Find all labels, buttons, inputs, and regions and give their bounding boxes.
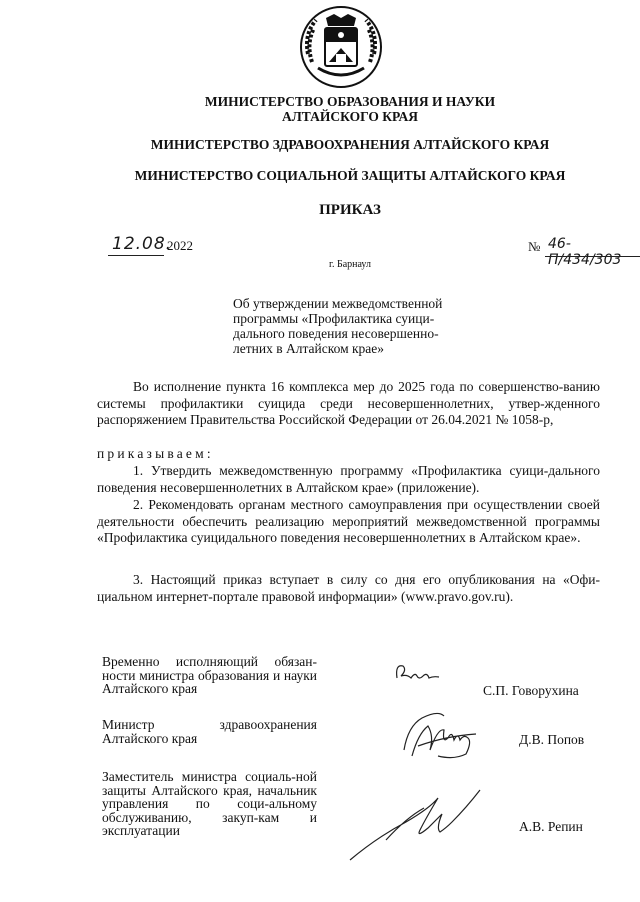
signatory-1-title: Временно исполняющий обязан-ности министра образования и науки Алтайского края <box>102 654 317 696</box>
signatory-2-name: Д.В. Попов <box>519 732 585 747</box>
ministry-education-heading: МИНИСТЕРСТВО ОБРАЗОВАНИЯ И НАУКИ АЛТАЙСКОГО КРАЯ <box>204 94 496 124</box>
signatory-2-title: Министр здравоохранения Алтайского края <box>102 717 317 746</box>
number-label: № <box>528 239 541 254</box>
date-handwritten: 12.08. <box>112 234 173 254</box>
signatory-3-title: Заместитель министра социаль-ной защиты Алтайского края, начальник управления по соци-альному обслуживанию, закуп-кам и эксплуатации <box>102 769 317 838</box>
subject-line: Об утверждении межведомственной <box>233 296 443 311</box>
signature-3-handwritten <box>346 778 486 868</box>
number-handwritten: 46-П/434/303 <box>548 236 622 268</box>
signatory-3-name: А.В. Репин <box>519 819 583 834</box>
order-subject <box>233 296 479 356</box>
signatory-1-name: С.П. Говорухина <box>483 683 579 698</box>
signature-2-handwritten <box>398 706 480 762</box>
subject-line: летних в Алтайском крае» <box>233 341 385 356</box>
subject-line: программы «Профилактика суици- <box>233 311 435 326</box>
document-type-title: ПРИКАЗ <box>319 202 381 218</box>
subject-line: дального поведения несовершенно- <box>233 326 439 341</box>
order-item-3: 3. Настоящий приказ вступает в силу со дня его опубликования на «Офи-циальном интернет-портале правовой информации» (www.pravo.gov.ru). <box>97 572 600 604</box>
number-underline <box>545 256 640 257</box>
ministry-social-protection-heading: МИНИСТЕРСТВО СОЦИАЛЬНОЙ ЗАЩИТЫ АЛТАЙСКОГО КРАЯ <box>134 168 566 183</box>
intro-paragraph: Во исполнение пункта 16 комплекса мер до 2025 года по совершенство-ванию системы профилактики суицида среди несовершеннолетних, утвер-жденного распоряжением Правительства Российской Федерации от 26.04.2021 № 1058-р, <box>97 379 600 427</box>
ministry-health-heading: МИНИСТЕРСТВО ЗДРАВООХРАНЕНИЯ АЛТАЙСКОГО КРАЯ <box>150 137 550 152</box>
city: г. Барнаул <box>329 259 371 270</box>
coat-of-arms-emblem <box>298 4 384 90</box>
date-year: 2022 <box>167 238 193 253</box>
orders-word: приказываем: <box>97 446 214 461</box>
order-item-1: 1. Утвердить межведомственную программу «Профилактика суици-дального поведения несовершеннолетних в Алтайском крае» (приложение). <box>97 463 600 495</box>
date-underline <box>108 255 164 256</box>
signature-1-handwritten <box>393 660 443 686</box>
order-item-2: 2. Рекомендовать органам местного самоуправления при осуществлении своей деятельности обеспечить реализацию мероприятий межведомственной программы «Профилактика суицидального поведения несовершеннолетних в Алтайском крае». <box>97 497 600 545</box>
